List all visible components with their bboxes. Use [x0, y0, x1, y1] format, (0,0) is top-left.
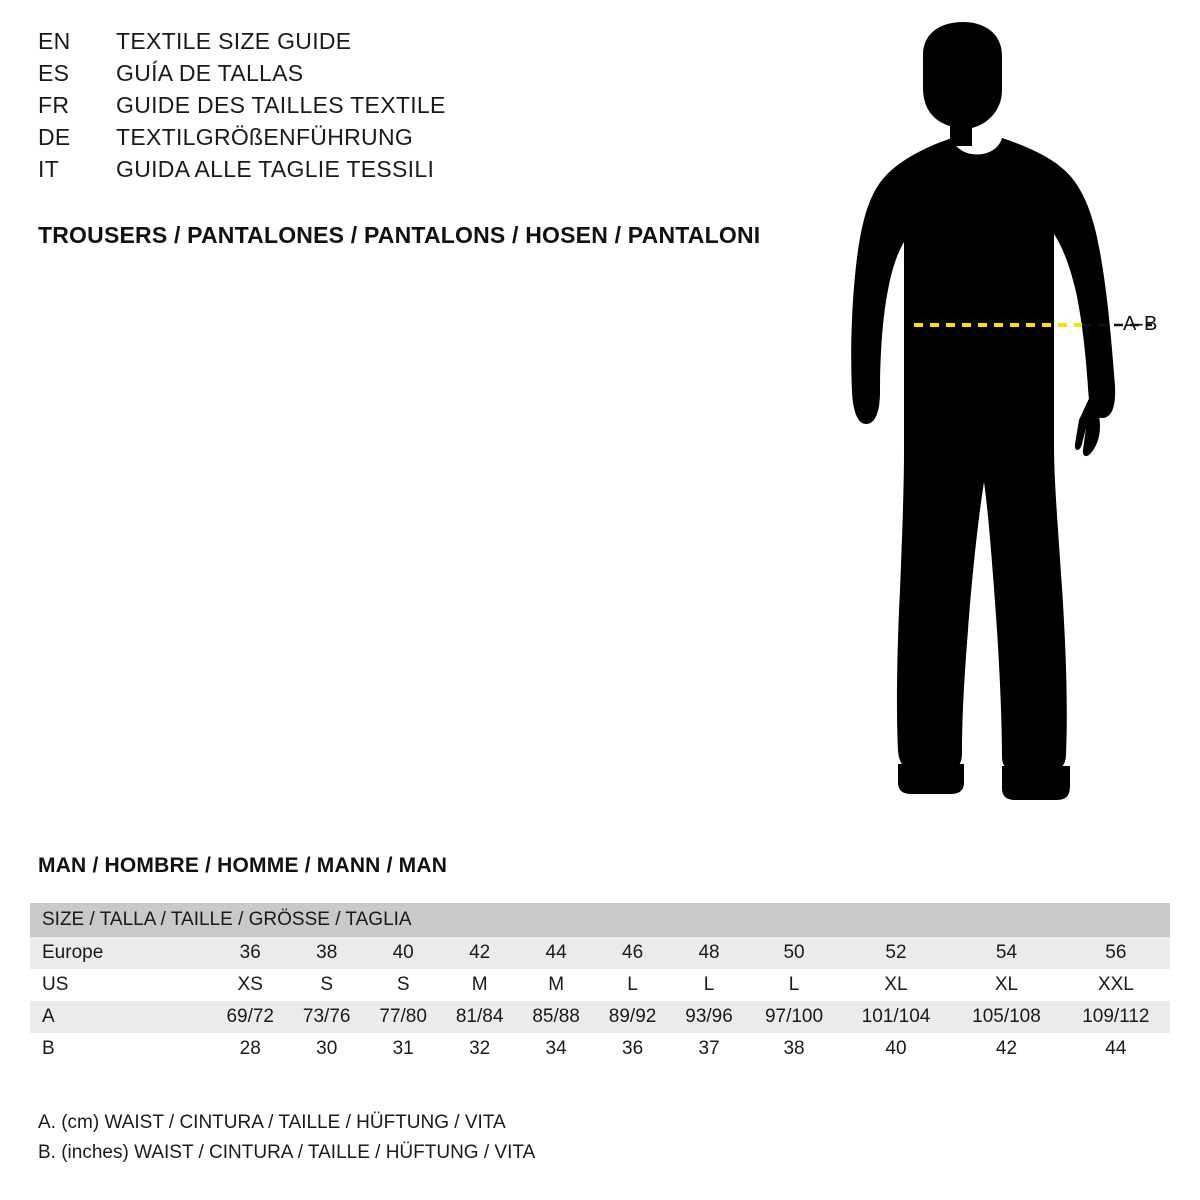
- table-cell: 31: [365, 1033, 441, 1065]
- table-cell: 32: [441, 1033, 517, 1065]
- footnotes: [38, 1108, 535, 1168]
- row-label: B: [30, 1033, 212, 1065]
- table-cell: 38: [747, 1033, 840, 1065]
- table-row: [30, 937, 1170, 969]
- language-list: [38, 28, 818, 188]
- table-cell: 44: [518, 937, 594, 969]
- table-cell: 105/108: [951, 1001, 1061, 1033]
- row-label: A: [30, 1001, 212, 1033]
- table-cell: L: [671, 969, 747, 1001]
- language-row: [38, 28, 818, 60]
- table-cell: 36: [212, 937, 288, 969]
- language-row: [38, 124, 818, 156]
- table-row: [30, 1033, 1170, 1065]
- table-cell: S: [288, 969, 364, 1001]
- table-cell: M: [441, 969, 517, 1001]
- table-cell: 52: [841, 937, 951, 969]
- language-row: [38, 156, 818, 188]
- language-title: GUÍA DE TALLAS: [116, 60, 304, 86]
- table-cell: 101/104: [841, 1001, 951, 1033]
- table-row: [30, 1001, 1170, 1033]
- table-cell: L: [747, 969, 840, 1001]
- table-cell: 30: [288, 1033, 364, 1065]
- language-code: FR: [38, 92, 70, 118]
- footnote-b: B. (inches) WAIST / CINTURA / TAILLE / HÜFTUNG / VITA: [38, 1142, 536, 1163]
- table-cell: 36: [594, 1033, 670, 1065]
- table-cell: 85/88: [518, 1001, 594, 1033]
- table-cell: 38: [288, 937, 364, 969]
- footnote-a: A. (cm) WAIST / CINTURA / TAILLE / HÜFTUNG / VITA: [38, 1112, 506, 1133]
- table-cell: XL: [841, 969, 951, 1001]
- table-cell: L: [594, 969, 670, 1001]
- table-cell: 42: [441, 937, 517, 969]
- language-row: [38, 60, 818, 92]
- table-cell: 42: [951, 1033, 1061, 1065]
- language-row: [38, 92, 818, 124]
- language-code: DE: [38, 124, 71, 150]
- table-group-title: MAN / HOMBRE / HOMME / MANN / MAN: [38, 854, 448, 877]
- table-cell: XS: [212, 969, 288, 1001]
- table-cell: 40: [365, 937, 441, 969]
- table-cell: 46: [594, 937, 670, 969]
- garment-type-heading: TROUSERS / PANTALONES / PANTALONS / HOSEN / PANTALONI: [38, 222, 761, 248]
- table-cell: XXL: [1062, 969, 1170, 1001]
- table-header-row: [30, 903, 1170, 937]
- table-cell: 93/96: [671, 1001, 747, 1033]
- table-cell: 50: [747, 937, 840, 969]
- table-cell: 34: [518, 1033, 594, 1065]
- table-cell: M: [518, 969, 594, 1001]
- language-code: ES: [38, 60, 70, 86]
- language-code: IT: [38, 156, 60, 182]
- table-cell: 77/80: [365, 1001, 441, 1033]
- table-cell: S: [365, 969, 441, 1001]
- table-cell: 73/76: [288, 1001, 364, 1033]
- table-cell: 56: [1062, 937, 1170, 969]
- table-cell: 37: [671, 1033, 747, 1065]
- language-title: TEXTILGRÖßENFÜHRUNG: [116, 124, 414, 150]
- row-label: Europe: [30, 937, 212, 969]
- table-cell: 54: [951, 937, 1061, 969]
- table-cell: 40: [841, 1033, 951, 1065]
- table-cell: 28: [212, 1033, 288, 1065]
- table-cell: 44: [1062, 1033, 1170, 1065]
- row-label: US: [30, 969, 212, 1001]
- language-code: EN: [38, 28, 71, 54]
- language-title: GUIDE DES TAILLES TEXTILE: [116, 92, 446, 118]
- table-cell: 81/84: [441, 1001, 517, 1033]
- table-header-label: SIZE / TALLA / TAILLE / GRÖSSE / TAGLIA: [30, 903, 1170, 937]
- table-cell: 109/112: [1062, 1001, 1170, 1033]
- language-title: TEXTILE SIZE GUIDE: [116, 28, 352, 54]
- mannequin-figure: [800, 20, 1200, 810]
- table-cell: 48: [671, 937, 747, 969]
- table-cell: 97/100: [747, 1001, 840, 1033]
- table-row: [30, 969, 1170, 1001]
- table-cell: 69/72: [212, 1001, 288, 1033]
- measurement-label-ab: A-B: [1123, 313, 1158, 335]
- size-table: [30, 903, 1170, 1065]
- table-cell: 89/92: [594, 1001, 670, 1033]
- language-title: GUIDA ALLE TAGLIE TESSILI: [116, 156, 435, 182]
- table-cell: XL: [951, 969, 1061, 1001]
